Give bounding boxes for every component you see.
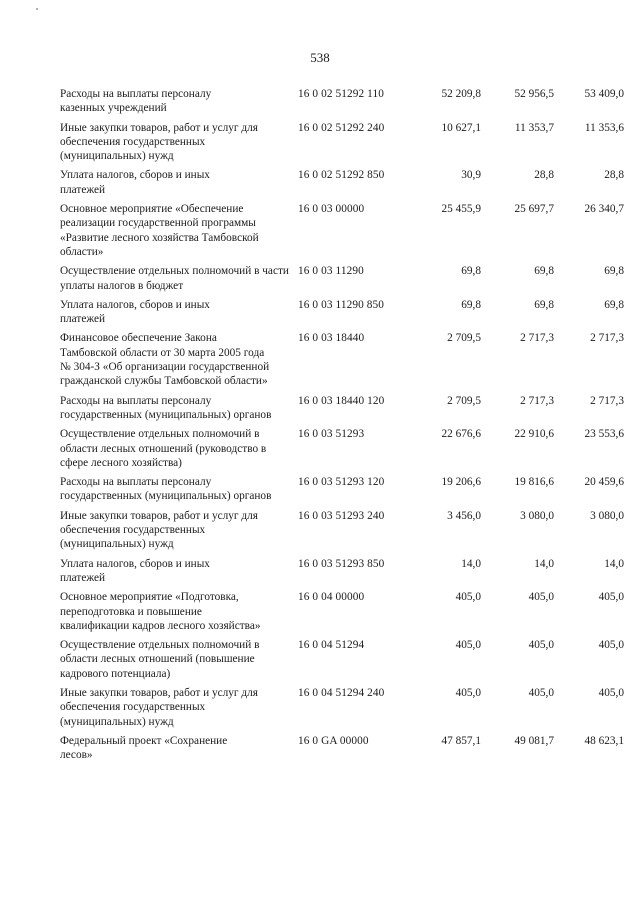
- value-year-3: 2 717,3: [590, 394, 624, 407]
- row-name: Расходы на выплаты персоналу государственных (муниципальных) органов: [60, 394, 272, 421]
- table-row: [60, 475, 624, 504]
- value-year-2: 14,0: [534, 557, 554, 570]
- table-row: [60, 686, 624, 729]
- row-name: Осуществление отдельных полномочий в области лесных отношений (руководство в сфере лесного хозяйства): [60, 428, 267, 469]
- value-year-1: 69,8: [461, 298, 481, 311]
- row-code: 16 0 GA 00000: [298, 734, 369, 747]
- table-row: [60, 87, 624, 116]
- table-row: [60, 202, 624, 259]
- row-code: 16 0 04 51294: [298, 639, 365, 652]
- table-row: [60, 557, 624, 586]
- row-name: Иные закупки товаров, работ и услуг для обеспечения государственных (муниципальных) нужд: [60, 686, 258, 728]
- value-year-3: 11 353,6: [584, 121, 624, 134]
- value-year-2: 405,0: [528, 686, 554, 699]
- row-name: Финансовое обеспечение Закона Тамбовской области от 30 марта 2005 года № 304-З «Об организации государственной гражданской службы Тамбовской области»: [60, 332, 270, 388]
- value-year-1: 69,8: [461, 265, 481, 278]
- row-name: Основное мероприятие «Подготовка, переподготовка и повышение квалификации кадров лесного хозяйства»: [60, 591, 261, 632]
- value-year-2: 25 697,7: [514, 203, 554, 216]
- row-code: 16 0 03 51293 240: [298, 509, 385, 522]
- value-year-2: 2 717,3: [520, 332, 554, 345]
- row-name: Осуществление отдельных полномочий в области лесных отношений (повышение кадрового потенциала): [60, 639, 260, 680]
- value-year-3: 3 080,0: [590, 509, 624, 522]
- row-name: Расходы на выплаты персоналу казенных учреждений: [60, 88, 212, 115]
- row-code: 16 0 02 51292 110: [298, 88, 385, 100]
- table-row: [60, 638, 624, 681]
- value-year-3: 26 340,7: [584, 203, 624, 216]
- row-code: 16 0 04 51294 240: [298, 686, 385, 699]
- value-year-1: 3 456,0: [447, 509, 481, 522]
- row-code: 16 0 03 11290: [298, 265, 364, 278]
- value-year-2: 69,8: [534, 298, 554, 311]
- value-year-2: 52 956,5: [514, 88, 554, 100]
- table-row: [60, 394, 624, 423]
- value-year-3: 2 717,3: [590, 332, 624, 345]
- value-year-3: 405,0: [598, 591, 624, 604]
- scan-speck: [36, 8, 38, 10]
- value-year-3: 14,0: [604, 557, 624, 570]
- row-code: 16 0 03 00000: [298, 203, 365, 216]
- value-year-2: 405,0: [528, 639, 554, 652]
- value-year-1: 2 709,5: [447, 394, 481, 407]
- row-name: Федеральный проект «Сохранение лесов»: [60, 734, 228, 762]
- row-code: 16 0 03 18440: [298, 332, 365, 345]
- value-year-1: 10 627,1: [441, 121, 481, 134]
- row-name: Уплата налогов, сборов и иных платежей: [60, 298, 210, 326]
- value-year-2: 28,8: [534, 169, 554, 182]
- value-year-1: 2 709,5: [447, 332, 481, 345]
- row-name: Уплата налогов, сборов и иных платежей: [60, 557, 210, 584]
- table-row: [60, 331, 624, 388]
- table-row: [60, 509, 624, 552]
- row-code: 16 0 03 51293 850: [298, 557, 385, 570]
- value-year-2: 405,0: [528, 591, 554, 604]
- value-year-3: 405,0: [598, 686, 624, 699]
- value-year-3: 69,8: [604, 265, 624, 278]
- row-code: 16 0 03 51293: [298, 428, 365, 441]
- value-year-3: 28,8: [604, 169, 624, 182]
- budget-table: [60, 87, 624, 767]
- value-year-2: 2 717,3: [520, 394, 554, 407]
- value-year-2: 11 353,7: [514, 121, 554, 134]
- table-row: [60, 168, 624, 197]
- row-name: Расходы на выплаты персоналу государственных (муниципальных) органов: [60, 476, 272, 503]
- table-row: [60, 264, 624, 293]
- value-year-1: 405,0: [455, 686, 481, 699]
- row-name: Иные закупки товаров, работ и услуг для обеспечения государственных (муниципальных) нужд: [60, 121, 258, 163]
- value-year-3: 69,8: [604, 298, 624, 311]
- table-row: [60, 298, 624, 327]
- row-name: Основное мероприятие «Обеспечение реализации государственной программы «Развитие лесного хозяйства Тамбовской области»: [60, 203, 259, 258]
- row-code: 16 0 02 51292 240: [298, 121, 385, 134]
- value-year-3: 405,0: [598, 639, 624, 652]
- table-row: [60, 427, 624, 470]
- row-code: 16 0 03 51293 120: [298, 476, 385, 489]
- row-code: 16 0 03 11290 850: [298, 298, 385, 311]
- value-year-1: 30,9: [461, 169, 481, 182]
- page-number: 538: [310, 50, 330, 65]
- value-year-2: 69,8: [534, 265, 554, 278]
- value-year-1: 405,0: [455, 639, 481, 652]
- value-year-1: 25 455,9: [441, 203, 481, 216]
- value-year-2: 19 816,6: [514, 476, 554, 489]
- value-year-3: 23 553,6: [584, 428, 624, 441]
- value-year-3: 20 459,6: [584, 476, 624, 489]
- value-year-1: 405,0: [455, 591, 481, 604]
- table-row: [60, 121, 624, 164]
- value-year-1: 14,0: [461, 557, 481, 570]
- value-year-1: 19 206,6: [441, 476, 481, 489]
- row-name: Уплата налогов, сборов и иных платежей: [60, 169, 210, 196]
- value-year-3: 53 409,0: [584, 88, 624, 100]
- row-name: Иные закупки товаров, работ и услуг для обеспечения государственных (муниципальных) нужд: [60, 509, 258, 551]
- row-code: 16 0 02 51292 850: [298, 169, 385, 182]
- value-year-1: 22 676,6: [441, 428, 481, 441]
- row-code: 16 0 04 00000: [298, 591, 365, 604]
- value-year-3: 48 623,1: [584, 734, 624, 747]
- value-year-2: 22 910,6: [514, 428, 554, 441]
- value-year-2: 3 080,0: [520, 509, 554, 522]
- row-name: Осуществление отдельных полномочий в части уплаты налогов в бюджет: [60, 265, 289, 292]
- table-row: [60, 590, 624, 633]
- table-row: [60, 734, 624, 763]
- value-year-2: 49 081,7: [514, 734, 554, 747]
- row-code: 16 0 03 18440 120: [298, 394, 385, 407]
- value-year-1: 52 209,8: [441, 88, 481, 100]
- value-year-1: 47 857,1: [441, 734, 481, 747]
